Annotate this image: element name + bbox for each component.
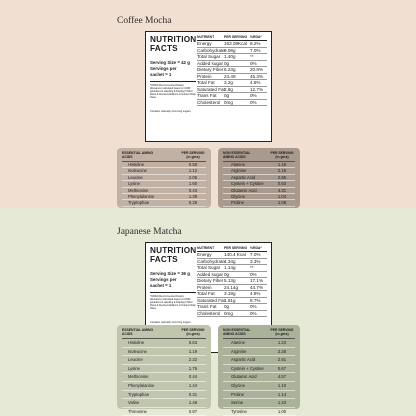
amino-acid-name: Leucine xyxy=(128,174,143,180)
amino-acid-name: Phenylalanine xyxy=(128,382,155,388)
nutrient-name: Dietary Fiber xyxy=(197,278,224,283)
amino-acid-row xyxy=(122,408,206,416)
amino-acid-name: Tryptophan xyxy=(128,391,150,397)
nutrition-facts-panel xyxy=(145,31,272,142)
amino-acid-value: 0.67 xyxy=(277,365,287,371)
nutrient-rda: ** xyxy=(250,265,254,270)
nutrient-value: 0g xyxy=(224,304,230,309)
amino-acid-name: Serine xyxy=(231,400,244,406)
natural-sugar-note: Contains naturally occurring sugars xyxy=(150,110,191,113)
nutrient-value: 24.14g xyxy=(224,284,239,290)
product-section-japanese-matcha xyxy=(0,208,416,416)
amino-acid-value: 1.48 xyxy=(188,400,198,406)
product-title: Japanese Matcha xyxy=(117,227,182,237)
nutrient-name: Protein xyxy=(197,284,212,290)
non-essential-amino-acids-panel xyxy=(218,148,300,208)
nutrient-value: 24.49 xyxy=(224,73,236,79)
amino-acid-value: 1.23 xyxy=(277,340,287,345)
amino-acid-row xyxy=(223,382,295,391)
amino-acid-value: 1.19 xyxy=(188,348,198,354)
amino-acid-name: Alanine xyxy=(231,162,245,167)
nutrient-value: 4.34g xyxy=(224,258,236,264)
nutrient-name: Protein xyxy=(197,73,212,79)
amino-acid-row xyxy=(122,391,206,400)
nutrient-row xyxy=(197,311,267,318)
amino-acid-value: 0.31 xyxy=(188,391,198,397)
amino-acid-name: Aspartic Acid xyxy=(231,174,256,180)
amino-acid-name: Tryptophan xyxy=(128,200,150,206)
amino-acid-name: Arginine xyxy=(231,348,247,354)
nutrient-name: Energy xyxy=(197,41,212,46)
amino-acid-name: Leucine xyxy=(128,357,143,363)
nutrient-name: Carbohydrate xyxy=(197,258,225,264)
nutrient-table-header: NUTRIENT PER SERVING %RDA* xyxy=(197,246,267,252)
nutrient-name: Trans Fat xyxy=(197,93,217,98)
amino-acid-name: Phenylalanine xyxy=(128,194,155,200)
servings-per-label: Servings per xyxy=(150,277,177,282)
nutrient-rda: 0% xyxy=(250,93,257,98)
amino-acid-value: 0.29 xyxy=(188,200,198,206)
amino-acid-name: Glutamic Acid xyxy=(231,374,257,380)
nutrient-rda: 0% xyxy=(250,310,257,316)
amino-acid-value: 0.59 xyxy=(188,162,198,167)
nutrient-rda: 0% xyxy=(250,99,257,105)
amino-acid-name: Methionine xyxy=(128,187,149,193)
amino-acid-value: 1.00 xyxy=(277,408,287,414)
amino-acid-name: Isoleucine xyxy=(128,168,147,174)
nutrient-value: 0mg xyxy=(224,310,233,316)
amino-acid-name: Cystein + Cystine xyxy=(231,181,264,187)
amino-acid-value: 1.10 xyxy=(277,382,287,388)
nutrient-rda: 4.8% xyxy=(250,80,261,85)
amino-acid-value: 1.16 xyxy=(277,162,287,167)
amino-acid-name: Glycine xyxy=(231,382,245,388)
natural-sugar-note: Contains naturally occurring sugars xyxy=(150,321,191,324)
nutrient-name: Saturated Fat xyxy=(197,86,225,92)
amino-acid-row xyxy=(223,373,295,382)
amino-acid-value: 0.44 xyxy=(188,374,198,380)
nutrient-value: 163.08Kcal xyxy=(224,41,247,46)
nutrient-name: Added sugar xyxy=(197,60,224,66)
divider xyxy=(150,81,196,82)
sachet-count: sachet = 1 xyxy=(150,72,172,77)
nutrient-rda: 0% xyxy=(250,271,257,277)
amino-acid-name: Valine xyxy=(128,400,140,406)
nutrient-value: 9.08g xyxy=(224,47,236,53)
non-essential-amino-acids-panel xyxy=(218,325,300,414)
amino-acid-row xyxy=(223,408,295,416)
nutrient-name: Carbohydrate xyxy=(197,47,225,53)
amino-acid-value: 2.06 xyxy=(188,174,198,180)
nutrient-rda: 0% xyxy=(250,304,257,309)
nutrient-rda: 20.8% xyxy=(250,67,264,72)
nutrient-rda: 4.8% xyxy=(250,291,261,296)
nutrient-value: 1.40g xyxy=(224,54,236,59)
nutrient-name: Cholesterol xyxy=(197,99,221,105)
non-essential-amino-table xyxy=(223,339,295,416)
amino-acid-row xyxy=(223,339,295,348)
amino-acid-row xyxy=(122,382,206,391)
nutrient-value: 2.8g xyxy=(224,86,233,92)
amino-acid-value: 1.12 xyxy=(188,168,198,174)
nutrient-table xyxy=(197,252,267,317)
nutrient-row xyxy=(197,100,267,107)
amino-acid-name: Threonine xyxy=(128,408,147,414)
amino-acid-name: Histidine xyxy=(128,340,145,345)
amino-acid-name: Glutamic Acid xyxy=(231,187,257,193)
amino-acid-value: 0.43 xyxy=(188,187,198,193)
amino-acid-value: 4.57 xyxy=(277,374,287,380)
essential-amino-acids-panel xyxy=(117,325,211,414)
amino-acid-value: 0.63 xyxy=(277,181,287,187)
essential-amino-header: ESSENTIAL AMINO ACIDS PER SERVING (in gms) xyxy=(122,328,206,339)
nutrient-rda: 45.3% xyxy=(250,73,264,79)
divider xyxy=(150,292,196,293)
amino-acid-value: 0.87 xyxy=(188,408,198,414)
nutrient-rda: 3.3% xyxy=(250,258,261,264)
non-essential-amino-header: NON ESSENTIAL AMINO ACIDS PER SERVING (in gms) xyxy=(223,328,295,339)
amino-acid-value: 1.08 xyxy=(277,200,287,206)
amino-acid-name: Aspartic Acid xyxy=(231,357,256,363)
nutrient-name: Saturated Fat xyxy=(197,297,225,303)
nutrient-rda: 8.2% xyxy=(250,41,261,46)
nutrient-value: 140.4 Kcal xyxy=(224,252,246,257)
product-title: Coffee Mocha xyxy=(117,16,172,26)
amino-acid-name: Methionine xyxy=(128,374,149,380)
amino-acid-row xyxy=(122,356,206,365)
nutrient-table-header: NUTRIENT PER SERVING %RDA* xyxy=(197,35,267,41)
nutrient-rda: 0% xyxy=(250,60,257,66)
amino-acid-row xyxy=(122,399,206,408)
amino-acid-value: 1.60 xyxy=(188,181,198,187)
sachet-count: sachet = 1 xyxy=(150,283,172,288)
amino-acid-name: Alanine xyxy=(231,340,245,345)
nutrient-name: Total Sugar xyxy=(197,54,221,59)
amino-acid-row xyxy=(122,339,206,348)
nutrient-name: Dietary Fiber xyxy=(197,67,224,72)
amino-acid-name: Proline xyxy=(231,391,245,397)
serving-size: Serving Size = 42 g xyxy=(150,60,190,65)
nutrient-name: Total Fat xyxy=(197,291,215,296)
amino-acid-name: Glycine xyxy=(231,194,245,200)
essential-amino-acids-panel xyxy=(117,148,211,208)
rda-footnote: *%RDA (Recommended Dietary Allowance) calculated based on ICMR guidelines & Labelling & Display) FSSAI Rules & Revised Additions to Nutrient Daily Value xyxy=(150,295,196,310)
amino-acid-name: Histidine xyxy=(128,162,145,167)
nutrient-rda: 12.7% xyxy=(250,86,264,92)
amino-acid-row xyxy=(122,373,206,382)
nutrient-rda: 44.7% xyxy=(250,284,264,290)
nutrient-rda: 17.1% xyxy=(250,278,264,283)
nutrient-value: 5.13g xyxy=(224,278,236,283)
amino-acid-row xyxy=(122,365,206,374)
amino-acid-row xyxy=(223,348,295,357)
nutrient-value: 1.91g xyxy=(224,297,236,303)
nutrient-name: Total Sugar xyxy=(197,265,221,270)
nutrient-table xyxy=(197,41,267,106)
amino-acid-row xyxy=(223,391,295,400)
nutrition-heading: NUTRITION FACTS xyxy=(150,246,197,264)
amino-acid-value: 1.04 xyxy=(277,194,287,200)
nutrient-name: Trans Fat xyxy=(197,304,217,309)
nutrient-rda: ** xyxy=(250,54,254,59)
nutrient-value: 0g xyxy=(224,93,230,98)
amino-acid-value: 1.23 xyxy=(277,400,287,406)
essential-amino-table xyxy=(122,339,206,416)
amino-acid-name: Arginine xyxy=(231,168,247,174)
nutrient-value: 1.14g xyxy=(224,265,236,270)
essential-amino-header: ESSENTIAL AMINO ACIDS PER SERVING (in gms) xyxy=(122,151,206,162)
amino-acid-row xyxy=(223,399,295,408)
amino-acid-name: Isoleucine xyxy=(128,348,147,354)
amino-acid-value: 2.65 xyxy=(277,174,287,180)
amino-acid-row xyxy=(223,365,295,374)
amino-acid-value: 1.39 xyxy=(188,194,198,200)
nutrient-rda: 8.7% xyxy=(250,297,261,303)
amino-acid-row xyxy=(122,348,206,357)
rda-footnote: *%RDA (Recommended Dietary Allowance) calculated based on ICMR guidelines & Labelling & Display) FSSAI Rules & Revised Additions to Nutrient Daily Value xyxy=(150,84,196,99)
amino-acid-value: 0.63 xyxy=(188,340,198,345)
amino-acid-value: 1.76 xyxy=(188,365,198,371)
non-essential-amino-header: NON ESSENTIAL AMINO ACIDS PER SERVING (in gms) xyxy=(223,151,295,162)
amino-acid-name: Cystein + Cystine xyxy=(231,365,264,371)
nutrient-rda: 7.0% xyxy=(250,47,261,53)
amino-acid-row xyxy=(223,356,295,365)
nutrient-rda: 7.0% xyxy=(250,252,261,257)
nutrient-name: Energy xyxy=(197,252,212,257)
nutrient-value: 0mg xyxy=(224,99,233,105)
amino-acid-value: 2.22 xyxy=(188,357,198,363)
nutrient-value: 3.2g xyxy=(224,80,233,85)
amino-acid-name: Tyrosine xyxy=(231,408,247,414)
amino-acid-name: Proline xyxy=(231,200,245,206)
amino-acid-value: 2.81 xyxy=(277,357,287,363)
nutrient-value: 0g xyxy=(224,60,230,66)
nutrient-name: Total Fat xyxy=(197,80,215,85)
nutrient-name: Cholesterol xyxy=(197,310,221,316)
servings-per-label: Servings per xyxy=(150,66,177,71)
amino-acid-value: 2.15 xyxy=(277,168,287,174)
nutrient-name: Added sugar xyxy=(197,271,224,277)
amino-acid-name: Lysine xyxy=(128,365,140,371)
amino-acid-value: 4.31 xyxy=(277,187,287,193)
nutrition-heading: NUTRITION FACTS xyxy=(150,35,197,53)
amino-acid-name: Lysine xyxy=(128,181,140,187)
nutrient-value: 0g xyxy=(224,271,230,277)
nutrient-value: 3.19g xyxy=(224,291,236,296)
amino-acid-value: 2.28 xyxy=(277,348,287,354)
amino-acid-value: 1.14 xyxy=(277,391,287,397)
amino-acid-value: 1.44 xyxy=(188,382,198,388)
nutrient-value: 6.23g xyxy=(224,67,236,72)
serving-size: Serving Size = 36 g xyxy=(150,271,190,276)
